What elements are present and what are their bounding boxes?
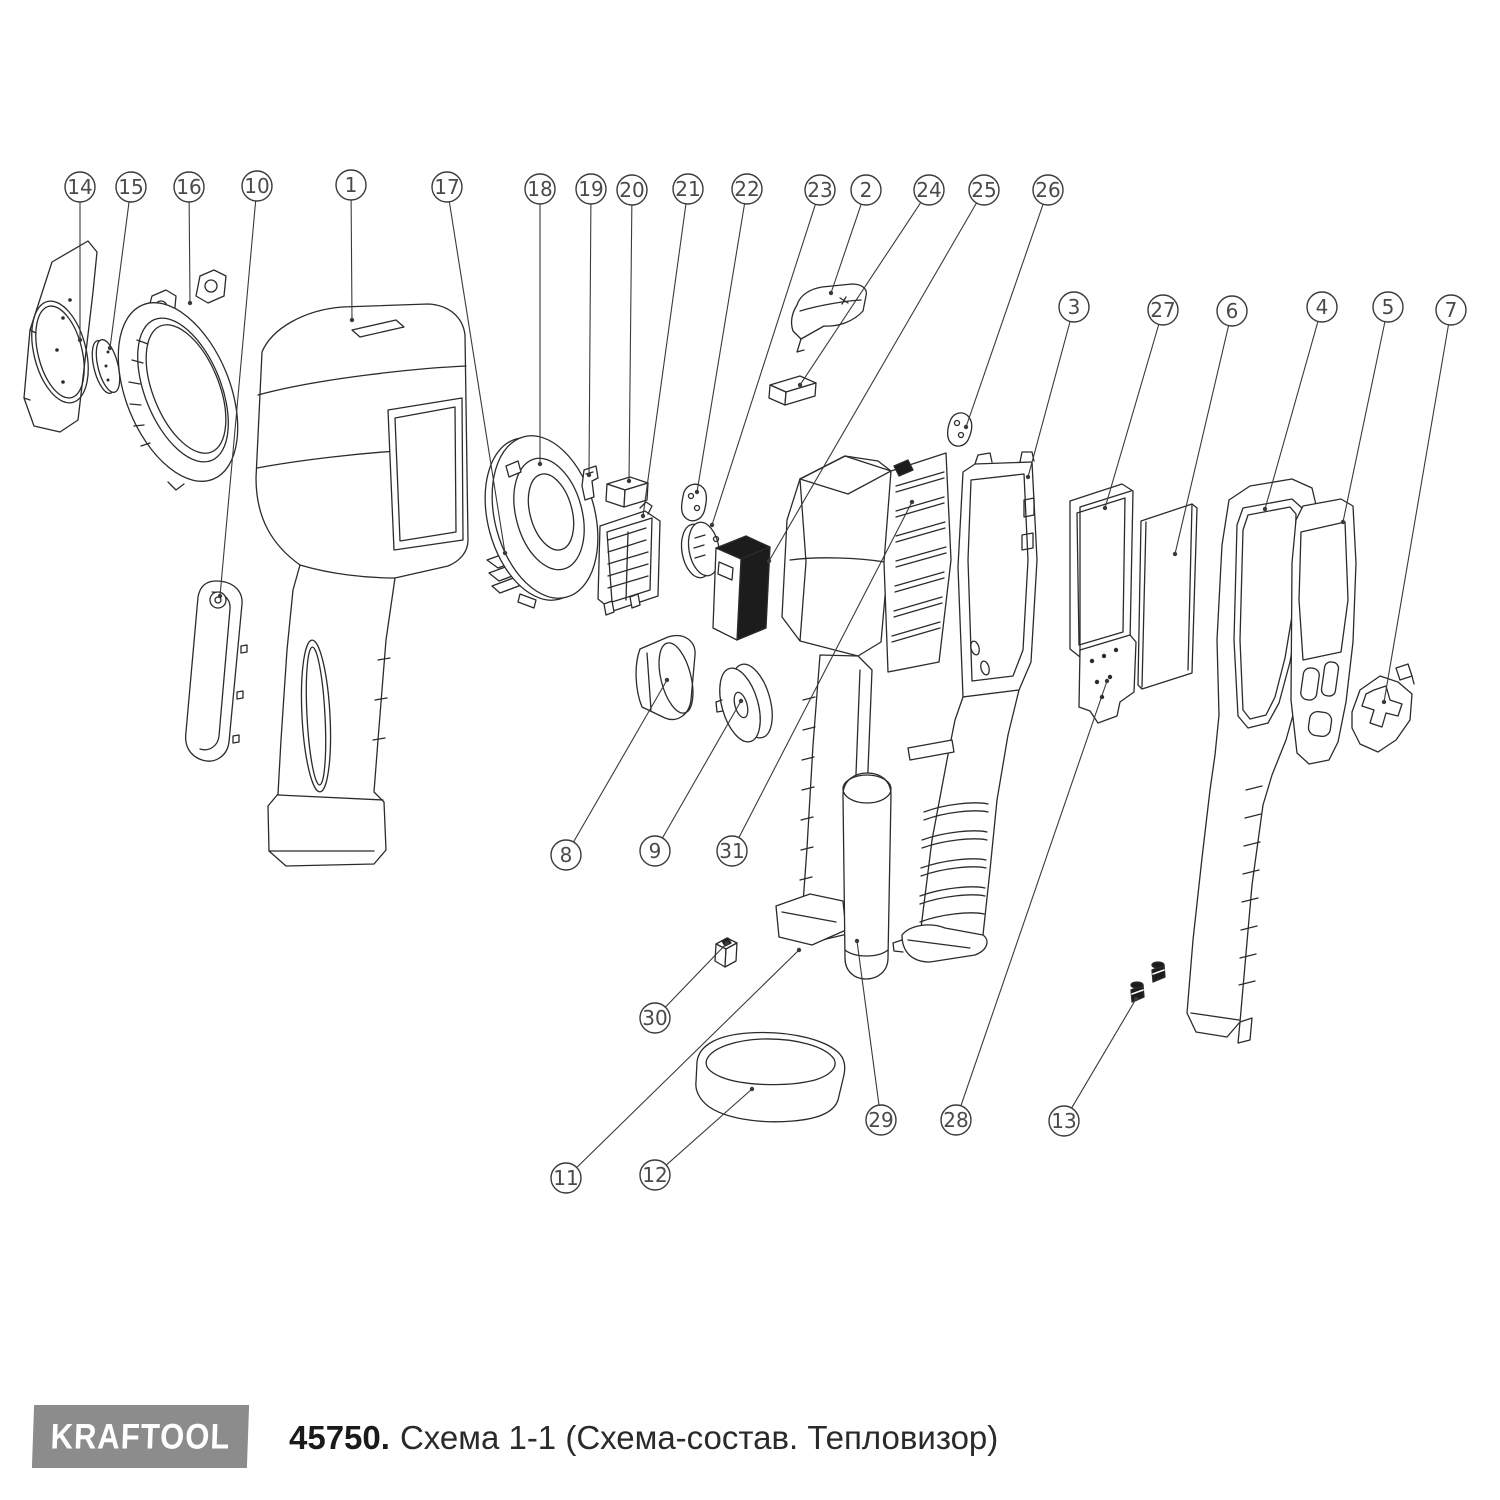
title-block [0, 1392, 1500, 1482]
leader-line [712, 204, 815, 525]
leader-dot [1382, 700, 1386, 704]
callout-27 [1103, 295, 1178, 510]
callout-number: 17 [434, 175, 460, 199]
callout-number: 2 [859, 178, 873, 202]
callout-number: 16 [176, 175, 202, 199]
callout-number: 26 [1035, 178, 1061, 202]
leader-dot [78, 338, 82, 342]
drawing-title [289, 1408, 998, 1468]
callout-12 [640, 1087, 754, 1190]
leader-dot [695, 490, 699, 494]
callout-number: 18 [527, 177, 553, 201]
leader-dot [627, 479, 631, 483]
callout-number: 19 [578, 177, 604, 201]
part-7-button-pad [1352, 664, 1414, 752]
callout-21 [641, 174, 703, 518]
callout-number: 11 [553, 1166, 579, 1190]
callout-number: 4 [1315, 295, 1329, 319]
part-19-clip [582, 466, 598, 500]
leader-dot [538, 462, 542, 466]
leader-line [1384, 325, 1448, 702]
callout-13 [1049, 997, 1138, 1136]
leader-line [573, 680, 667, 842]
part-1-front-housing [256, 304, 468, 866]
leader-line [589, 204, 591, 475]
leader-line [831, 204, 861, 293]
leader-dot [108, 346, 112, 350]
leader-dot [829, 291, 833, 295]
part-22-oval-plate [682, 484, 707, 521]
callout-number: 30 [642, 1006, 668, 1030]
leader-dot [1173, 552, 1177, 556]
callout-number: 25 [971, 178, 997, 202]
leader-line [665, 943, 727, 1007]
leader-dot [503, 551, 507, 555]
leader-line [1028, 321, 1070, 477]
callout-number: 1 [344, 173, 358, 197]
part-21-module-bracket [598, 502, 660, 615]
callout-5 [1341, 292, 1403, 524]
part-8-lens-hood [636, 636, 699, 720]
callout-1 [336, 170, 366, 322]
part-25-dark-strip [713, 536, 770, 640]
callout-number: 21 [675, 177, 701, 201]
callout-19 [576, 174, 606, 477]
drawing-name: Схема 1-1 (Схема-состав. Тепловизор) [399, 1419, 999, 1456]
leader-dot [750, 1087, 754, 1091]
leader-dot [1263, 507, 1267, 511]
drawing-code: 45750. [289, 1419, 390, 1456]
part-10-side-strip [186, 581, 247, 761]
callout-18 [525, 174, 555, 466]
callout-24 [798, 175, 944, 387]
callout-20 [617, 175, 647, 483]
callout-7 [1382, 295, 1466, 704]
callout-number: 29 [868, 1108, 894, 1132]
callout-number: 22 [734, 177, 760, 201]
callout-number: 23 [807, 178, 833, 202]
part-27-lcd-module [1070, 484, 1136, 723]
kraftool-logo-text: KRAFTOOL [49, 1415, 232, 1457]
leader-dot [1103, 506, 1107, 510]
callout-number: 5 [1381, 295, 1395, 319]
leader-line [1175, 326, 1229, 554]
leader-dot [910, 500, 914, 504]
callout-number: 14 [67, 175, 93, 199]
leader-dot [725, 941, 729, 945]
leader-dot [218, 594, 222, 598]
leader-line [643, 204, 686, 516]
leader-dot [1105, 679, 1109, 683]
leader-dot [641, 514, 645, 518]
leader-line [189, 202, 190, 303]
leader-dot [587, 473, 591, 477]
leader-line [697, 204, 745, 492]
leader-dot [797, 948, 801, 952]
part-6-protective-sheet [1138, 504, 1197, 689]
leader-dot [798, 383, 802, 387]
callout-number: 15 [118, 175, 144, 199]
callout-number: 6 [1225, 299, 1239, 323]
leader-dot [767, 559, 771, 563]
leader-line [351, 200, 352, 320]
leader-dot [710, 523, 714, 527]
part-14-lens-cover-plate [22, 241, 98, 432]
part-29-battery [843, 773, 891, 979]
leader-dot [739, 699, 743, 703]
part-26-oval-plate [948, 413, 972, 446]
leader-dot [1026, 475, 1030, 479]
callout-number: 27 [1150, 298, 1176, 322]
part-24-box [769, 376, 816, 405]
callout-4 [1263, 292, 1337, 511]
part-13-screws [1131, 962, 1165, 1002]
part-5-bezel-panel [1291, 499, 1356, 764]
callout-26 [964, 175, 1063, 429]
callout-2 [829, 175, 881, 295]
leader-line [1105, 324, 1159, 508]
leader-dot [1134, 997, 1138, 1001]
callout-30 [640, 941, 729, 1033]
callout-number: 13 [1051, 1109, 1077, 1133]
callout-number: 20 [619, 178, 645, 202]
callout-3 [1026, 292, 1089, 479]
part-18-lens-ring [468, 424, 615, 612]
leader-dot [1341, 520, 1345, 524]
callout-number: 28 [943, 1108, 969, 1132]
leader-dot [665, 678, 669, 682]
part-12-base-cap [696, 1033, 845, 1122]
leader-line [1072, 999, 1136, 1108]
leader-dot [350, 318, 354, 322]
leader-line [966, 204, 1043, 427]
callout-number: 8 [559, 843, 573, 867]
callout-number: 24 [916, 178, 942, 202]
leader-dot [855, 939, 859, 943]
leader-dot [964, 425, 968, 429]
leader-dot [188, 301, 192, 305]
leader-line [629, 205, 632, 481]
part-31-front-chassis [782, 453, 951, 672]
kraftool-logo [32, 1405, 249, 1468]
leader-line [1343, 322, 1385, 522]
callout-number: 10 [244, 174, 270, 198]
callout-number: 31 [719, 839, 745, 863]
leader-line [662, 701, 741, 838]
callout-number: 12 [642, 1163, 668, 1187]
callout-22 [695, 174, 762, 494]
callout-number: 9 [648, 839, 662, 863]
callout-number: 3 [1067, 295, 1081, 319]
callout-number: 7 [1444, 298, 1458, 322]
